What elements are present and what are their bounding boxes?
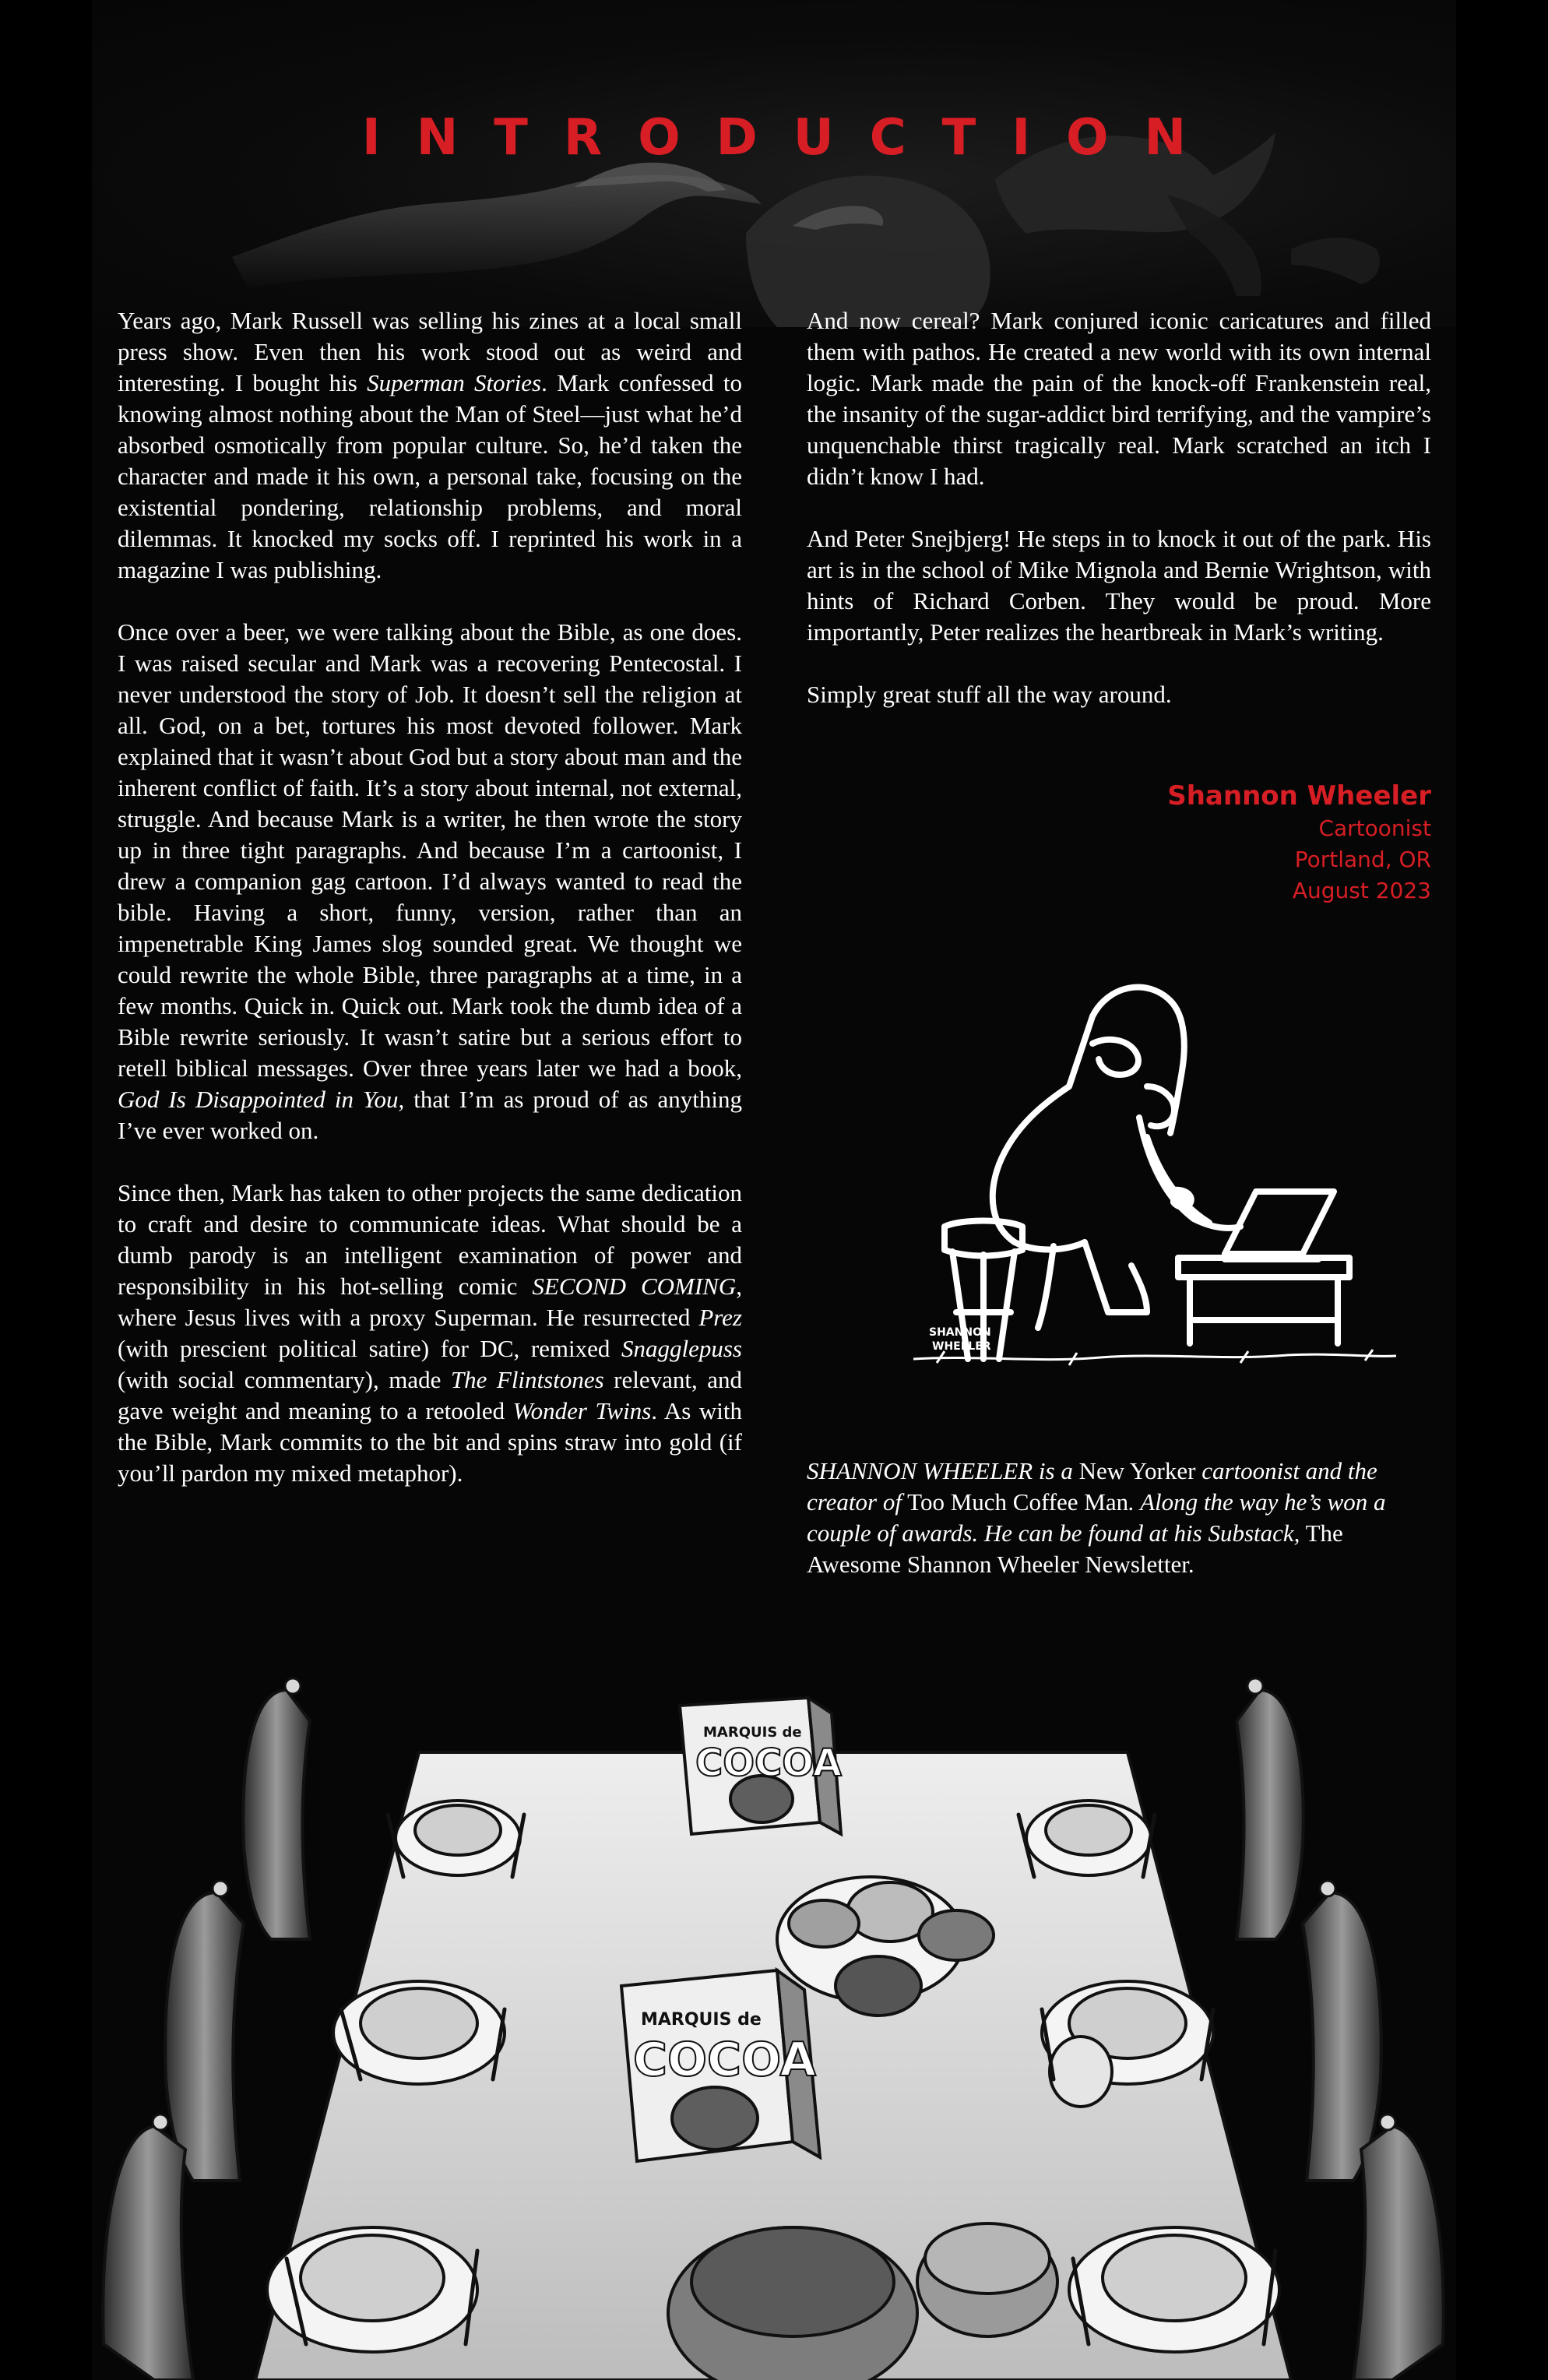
intro-paragraph-5: And Peter Snejbjerg! He steps in to knock it out of the park. His art is in the school of Mike Mignola and Bernie Wrightson, with hints of Richard Corben. They would be proud. More importantly, Peter realizes the heartbreak in Mark’s writing. xyxy=(807,525,1431,646)
author-date: August 2023 xyxy=(1292,878,1431,903)
intro-paragraph-1: Years ago, Mark Russell was selling his zines at a local small press show. Even then his work stood out as weird and interesting. I bought his Superman Stories. Mark confessed to knowing almost nothing about the Man of Steel—just what he’d absorbed osmotically from popular culture. So, he’d taken the character and made it his own, a personal take, focusing on the existential pondering, relationship problems, and moral dilemmas. It knocked my socks off. I reprinted his work in a magazine I was publishing. xyxy=(118,307,742,583)
author-bio: SHANNON WHEELER is a New Yorker cartoonist and the creator of Too Much Coffee Man. Along the way he’s won a couple of awards. He can be found at his Substack, The Awesome Shannon Wheeler Newsletter. xyxy=(807,1457,1386,1578)
author-location: Portland, OR xyxy=(1294,847,1431,872)
intro-paragraph-3: Since then, Mark has taken to other projects the same dedication to craft and desire to communicate ideas. What should be a dumb parody is an intelligent examination of power and responsibility in his hot-selling comic SECOND COMING, where Jesus lives with a proxy Superman. He resurrected Prez (with prescient political satire) for DC, remixed Snagglepuss (with social commentary), made The Flintstones relevant, and gave weight and meaning to a retooled Wonder Twins. As with the Bible, Mark commits to the bit and spins straw into gold (if you’ll pardon my mixed metaphor). xyxy=(118,1179,743,1487)
cereal-box-brand-2: MARQUIS de xyxy=(641,2010,762,2030)
page xyxy=(92,0,1456,2380)
author-name: Shannon Wheeler xyxy=(1167,780,1431,812)
author-role: Cartoonist xyxy=(1318,815,1431,841)
intro-right-column xyxy=(807,305,1431,710)
cartoonist-drawing xyxy=(913,970,1396,1375)
intro-paragraph-4: And now cereal? Mark conjured iconic caricatures and filled them with pathos. He created a new world with its own internal logic. Mark made the pain of the knock-off Frankenstein real, the insanity of the sugar-addict bird terrifying, and the vampire’s unquenchable thirst tragically real. Mark scratched an itch I didn’t know I had. xyxy=(807,307,1431,490)
cereal-box-brand-1: MARQUIS de xyxy=(703,1724,802,1741)
intro-left-column xyxy=(118,305,742,1489)
page-title: INTRODUCTION xyxy=(361,109,1223,167)
author-signature-block xyxy=(807,779,1431,907)
cartoon-signature-line1: SHANNON xyxy=(929,1326,991,1339)
cartoon-signature-line2: WHEELER xyxy=(932,1340,991,1353)
header-illustration xyxy=(92,0,1456,327)
intro-paragraph-6: Simply great stuff all the way around. xyxy=(807,681,1172,708)
cereal-box-name-1: COCOA xyxy=(695,1741,842,1785)
breakfast-table-illustration xyxy=(92,1643,1456,2380)
intro-paragraph-2: Once over a beer, we were talking about the Bible, as one does. I was raised secular and Mark was a recovering Pentecostal. I never understood the story of Job. It doesn’t sell the religion at all. God, on a bet, tortures his most devoted follower. Mark explained that it wasn’t about God but a story about man and the inherent conflict of faith. It’s a story about internal, not external, struggle. And because Mark is a writer, he then wrote the story up in three tight paragraphs. And because I’m a cartoonist, I drew a companion gag cartoon. I’d always wanted to read the bible. Having a short, funny, version, rather than an impenetrable King James slog sounded great. We thought we could rewrite the whole Bible, three paragraphs at a time, in a few months. Quick in. Quick out. Mark took the dumb idea of a Bible rewrite seriously. It wasn’t satire but a serious effort to retell biblical messages. Over three years later we had a book, God Is Disappointed in You, that I’m as proud of as anything I’ve ever worked on. xyxy=(118,618,742,1144)
cereal-box-name-2: COCOA xyxy=(633,2033,816,2087)
